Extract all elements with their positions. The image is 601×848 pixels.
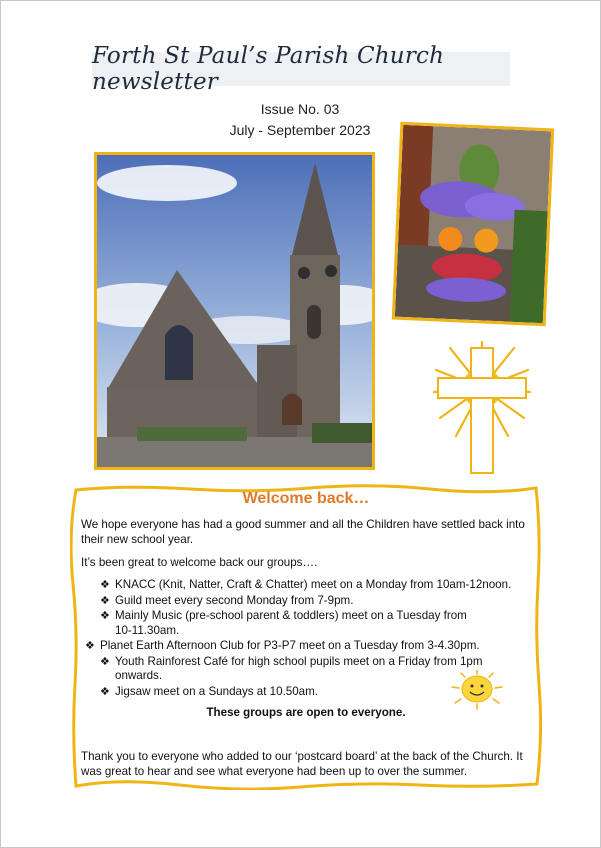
bullet-icon: ❖ [85, 640, 95, 653]
church-photo [94, 152, 375, 470]
list-item: ❖ Mainly Music (pre-school parent & toddlers) meet on a Tuesday from 10-11.30am. [100, 609, 467, 637]
smiling-sun-icon [449, 670, 505, 710]
title-banner [92, 43, 510, 95]
church-illustration [97, 155, 372, 467]
open-note: These groups are open to everyone. [206, 706, 406, 719]
bullet-icon: ❖ [100, 610, 110, 623]
thanks-text: Thank you to everyone who added to our ‘postcard board’ at the back of the Church. It was great to hear and see what everyone had been up to over the summer. [81, 750, 523, 778]
groups-intro: It’s been great to welcome back our groups…. [81, 556, 318, 569]
welcome-title: Welcome back… [242, 490, 370, 507]
issue-info [160, 99, 440, 141]
bullet-icon: ❖ [100, 656, 110, 669]
list-item: ❖ KNACC (Knit, Natter, Craft & Chatter) meet on a Monday from 10am-12noon. [100, 578, 512, 591]
sunburst-cross-icon [432, 340, 532, 475]
issue-period: July - September 2023 [229, 122, 371, 138]
bullet-icon: ❖ [100, 579, 110, 591]
flowers-photo [392, 122, 554, 327]
list-item: ❖ Planet Earth Afternoon Club for P3-P7 meet on a Tuesday from 3-4.30pm. [85, 639, 480, 653]
bullet-icon: ❖ [100, 685, 110, 698]
newsletter-title: Forth St Paul’s Parish Church newsletter [92, 43, 445, 95]
welcome-section [70, 484, 542, 790]
flowers-illustration [395, 125, 551, 323]
bullet-icon: ❖ [100, 594, 110, 607]
list-item: ❖ Guild meet every second Monday from 7-9pm. [100, 593, 354, 607]
list-item: ❖ Jigsaw meet on a Sundays at 10.50am. [100, 684, 319, 698]
welcome-intro: We hope everyone has had a good summer and all the Children have settled back into their new school year. [81, 518, 525, 546]
issue-number: Issue No. 03 [260, 101, 340, 117]
list-item: ❖ Youth Rainforest Café for high school pupils meet on a Friday from 1pm onwards. [100, 655, 483, 683]
